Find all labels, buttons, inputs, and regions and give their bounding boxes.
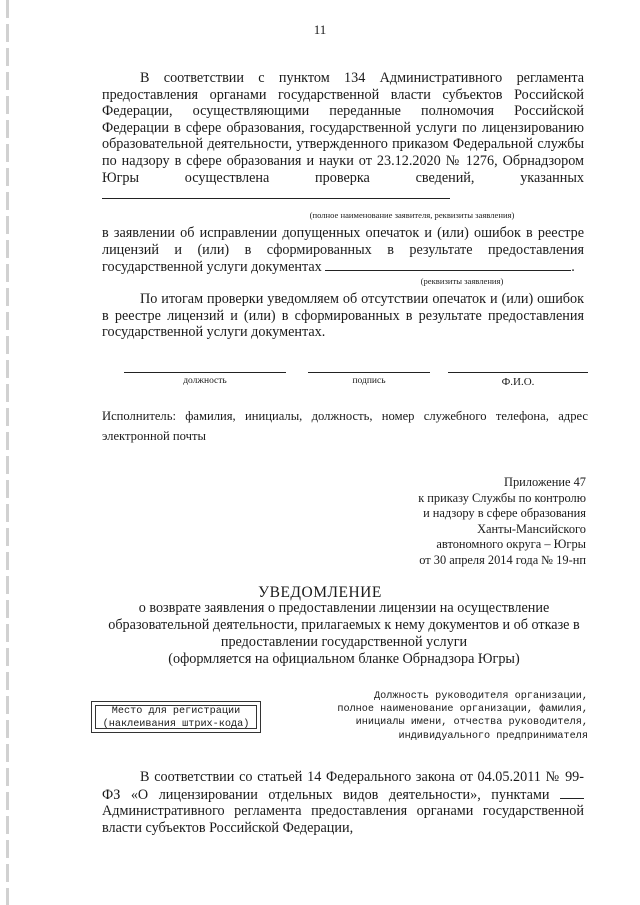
- paragraph-result: По итогам проверки уведомляем об отсутствии опечаток и (или) ошибок в реестре лицензий и (или) в сформированных в результате предоставления государственной услуги документах.: [102, 291, 584, 341]
- page-number: 11: [313, 22, 327, 37]
- addressee-line: полное наименование организации, фамилия,: [337, 704, 588, 716]
- position-line: [124, 372, 286, 373]
- appendix-line: Ханты-Мансийского: [477, 521, 586, 536]
- full-name-label: Ф.И.О.: [501, 376, 535, 388]
- notice-subtitle: [100, 600, 588, 668]
- position-label: должность: [183, 376, 227, 386]
- paragraph-correction: в заявлении об исправлении допущенных опечаток и (или) ошибок в реестре лицензий и (или) в сформированных в результате предоставления государственной услуги документах .: [102, 225, 584, 276]
- addressee-block: [300, 690, 588, 743]
- signature-label: подпись: [352, 376, 386, 386]
- registration-stamp-box: [91, 701, 261, 733]
- notice-title: УВЕДОМЛЕНИЕ: [258, 584, 382, 601]
- appendix-line: автономного округа – Югры: [436, 537, 586, 552]
- signature-line: [308, 372, 430, 373]
- notice-subtitle-text: о возврате заявления о предоставлении лицензии на осуществление образовательной деятельности, прилагаемых к нему документов и об отказе в предоставлении государственной услуги: [108, 600, 580, 650]
- notice-form-note: (оформляется на официальном бланке Обрнадзора Югры): [168, 651, 520, 667]
- addressee-line: инициалы имени, отчества руководителя,: [355, 717, 588, 729]
- appendix-line: к приказу Службы по контролю: [418, 490, 586, 505]
- application-fill-line: [325, 258, 571, 271]
- addressee-line: индивидуального предпринимателя: [398, 730, 588, 742]
- paragraph-legal-basis: [102, 769, 584, 836]
- scan-edge: [6, 0, 9, 905]
- appendix-line: Приложение 47: [504, 475, 586, 489]
- paragraph-legal-basis-rest: Административного регламента предоставления органами государственной власти субъектов Российской Федерации,: [102, 803, 584, 836]
- appendix-header: [360, 475, 586, 569]
- applicant-fill-line: [102, 186, 450, 199]
- appendix-line: и надзору в сфере образования: [423, 506, 586, 521]
- clauses-fill-line: [560, 786, 584, 799]
- name-line: [448, 372, 588, 373]
- executor-note: Исполнитель: фамилия, инициалы, должность, номер служебного телефона, адрес электронной почты: [102, 409, 588, 443]
- addressee-line: Должность руководителя организации,: [374, 691, 588, 702]
- stamp-line: Место для регистрации: [111, 706, 241, 717]
- paragraph-legal-basis-start: В соответствии со статьей 14 Федерального закона от 04.05.2011 № 99-ФЗ «О лицензировании отдельных видов деятельности», пунктами: [102, 769, 584, 803]
- paragraph-verification-text: В соответствии с пунктом 134 Административного регламента предоставления органами государственной власти субъектов Российской Федерации, осуществляющими переданные полномочия Российской Федерации в сфере образования, государственной услуги по лицензированию образовательной деятельности, утвержденного приказом Федеральной службы по надзору в сфере образования и науки от 23.12.2020 № 1276, Обрнадзором Югры осуществлена проверка сведений, указанных: [102, 70, 584, 186]
- application-caption: (реквизиты заявления): [420, 276, 504, 286]
- stamp-line: (наклеивания штрих-кода): [102, 719, 250, 730]
- paragraph-correction-text: в заявлении об исправлении допущенных опечаток и (или) ошибок в реестре лицензий и (или) в сформированных в результате предоставления государственной услуги документах: [102, 225, 584, 276]
- appendix-line: от 30 апреля 2014 года № 19-нп: [419, 552, 586, 567]
- paragraph-verification: [102, 70, 584, 204]
- applicant-caption: (полное наименование заявителя, реквизиты заявления): [309, 210, 515, 220]
